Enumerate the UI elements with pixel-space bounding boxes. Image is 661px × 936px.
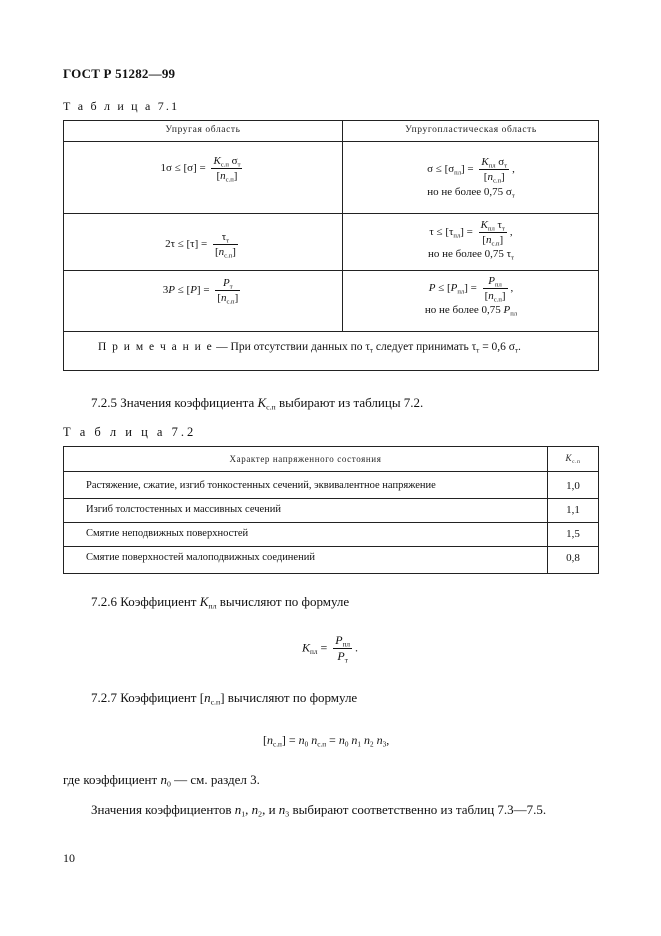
- formula-elastoplastic-tau: $\tau \le [\tau_{пл}]$ = $\frac{K_{пл} \tau_т}{[n_{с.п}]}$ , но не более 0,75 $\tau_т$: [428, 219, 514, 262]
- p726-after: вычисляют по формуле: [219, 594, 350, 609]
- table-row-value: 0,8: [566, 552, 580, 564]
- paragraph-7-2-7: 7.2.7 Коэффициент $[n_{с.п}]$ вычисляют по формуле: [91, 690, 358, 707]
- row-divider: [64, 213, 598, 214]
- where-line: где коэффициент $n_0$ — см. раздел 3.: [63, 772, 260, 789]
- k-symbol: K: [565, 453, 573, 463]
- row-divider: [64, 522, 598, 523]
- formula-elastic-tau: 2τ ≤ [τ] = $\frac{\tau_т}{[n_{с.п}]}$: [165, 231, 236, 260]
- column-header-elastoplastic: Упругопластическая область: [405, 125, 537, 135]
- table-row-label: Изгиб толстостенных и массивных сечений: [86, 504, 282, 515]
- p725-after: выбирают из таблицы 7.2.: [278, 395, 424, 410]
- note-text-2: следует принимать τ: [375, 341, 477, 353]
- values-after: выбирают соответственно из таблиц 7.3—7.5.: [292, 802, 547, 817]
- p726-before: 7.2.6 Коэффициент: [91, 594, 197, 609]
- values-and: и: [268, 802, 276, 817]
- paragraph-7-2-5: 7.2.5 Значения коэффициента $K_{с.п}$ выбирают из таблицы 7.2.: [91, 395, 424, 412]
- row-divider: [64, 270, 598, 271]
- table-row-label: Смятие неподвижных поверхностей: [86, 528, 249, 539]
- values-before: Значения коэффициентов: [91, 802, 232, 817]
- values-line: Значения коэффициентов $n_1$, $n_2$, и $n_3$ выбирают соответственно из таблиц 7.3—7.5.: [91, 802, 547, 819]
- where-after: — см. раздел 3.: [174, 772, 260, 787]
- row-divider: [64, 498, 598, 499]
- limit-text: но не более 0,75: [428, 248, 504, 261]
- row-divider: [64, 331, 598, 332]
- formula-n-sp: $[n_{с.п}] = n_0$ $n_{с.п} = n_0$ $n_1$ $n_2$ $n_3$,: [263, 733, 390, 749]
- formula-elastoplastic-sigma: $\sigma \le [\sigma_{пл}]$ = $\frac{K_{пл} \sigma_т}{[n_{с.п}]}$ , но не более 0,75 $\sigma_т$: [427, 156, 515, 200]
- table-7-1-caption: Т а б л и ц а 7.1: [63, 99, 180, 113]
- where-before: где коэффициент: [63, 772, 158, 787]
- page-number: 10: [63, 851, 75, 865]
- table-row-value: 1,1: [566, 504, 580, 516]
- formula-elastoplastic-p: $P \le [P_{пл}]$ = $\frac{P_{пл}}{[n_{с.п}]}$ , но не более 0,75 $P_{пл}$: [424, 275, 518, 318]
- note-text: — При отсутствии данных по τ: [216, 341, 371, 353]
- p727-after: вычисляют по формуле: [227, 690, 358, 705]
- note-label: П р и м е ч а н и е: [98, 341, 214, 353]
- column-header-elastic: Упругая область: [165, 125, 241, 135]
- row-divider: [64, 471, 598, 472]
- row-divider: [64, 141, 598, 142]
- formula-elastic-p: 3P ≤ [P] = $\frac{P_т}{[n_{с.п}]}$: [162, 277, 239, 306]
- row-index: 1: [160, 162, 167, 175]
- row-index: 2: [165, 238, 171, 251]
- table-row-value: 1,0: [566, 480, 580, 492]
- table-note: П р и м е ч а н и е — При отсутствии данных по $\tau_т$ следует принимать $\tau_т = 0,6$ $\sigma_т$.: [98, 341, 521, 355]
- p727-before: 7.2.7 Коэффициент: [91, 690, 197, 705]
- column-header-k: $K_{с.п}$: [565, 453, 581, 465]
- formula-elastic-sigma: 1σ ≤ [σ] = $\frac{K_{с.п} \sigma_т}{[n_{с.п}]}$: [160, 155, 241, 184]
- row-index: 3: [162, 284, 169, 297]
- table-7-2-caption: Т а б л и ц а 7.2: [63, 425, 197, 439]
- limit-text: но не более 0,75: [424, 304, 501, 317]
- limit-text: но не более 0,75: [427, 186, 504, 199]
- column-header-stress-type: Характер напряженного состояния: [229, 454, 382, 464]
- formula-k-pl: $K_{пл}$ = $\frac{P_{пл}}{P_т}$ .: [302, 633, 359, 665]
- paragraph-7-2-6: 7.2.6 Коэффициент $K_{пл}$ вычисляют по формуле: [91, 594, 350, 611]
- table-row-value: 1,5: [566, 528, 580, 540]
- document-code: ГОСТ Р 51282—99: [63, 66, 176, 81]
- note-text-3: = 0,6 σ: [482, 341, 515, 353]
- table-7-2: [63, 446, 599, 574]
- row-divider: [64, 546, 598, 547]
- p725-before: 7.2.5 Значения коэффициента: [91, 395, 255, 410]
- table-row-label: Растяжение, сжатие, изгиб тонкостенных сечений, эквивалентное напряжение: [86, 480, 436, 491]
- table-7-1: [63, 120, 599, 371]
- table-row-label: Смятие поверхностей малоподвижных соединений: [86, 552, 315, 563]
